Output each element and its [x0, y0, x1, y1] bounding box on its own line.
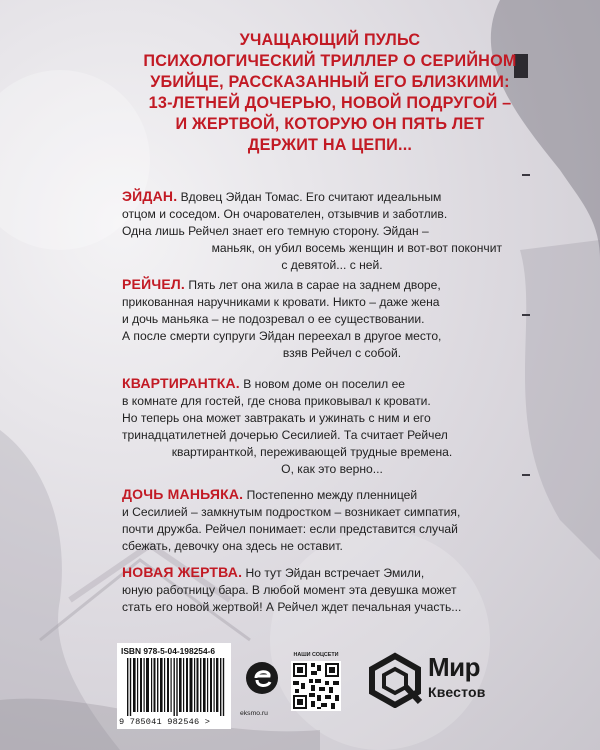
section-line: квартиранткой, переживающей трудные времена. [171, 445, 453, 459]
barcode [117, 643, 231, 729]
isbn: ISBN 978-5-04-198254-6 [121, 646, 216, 656]
section-rachel [122, 276, 502, 362]
section-daughter [122, 486, 502, 555]
section-line: А после смерти супруги Эйдан переехал в другое место, [122, 329, 442, 343]
section-line: юную работницу бара. В любой момент эта девушка может [122, 583, 457, 597]
tagline [100, 30, 560, 156]
section-keyword: НОВАЯ ЖЕРТВА. [122, 564, 243, 580]
section-line: сбежать, девочку она здесь не оставит. [122, 539, 343, 553]
tagline-line: ДЕРЖИТ НА ЦЕПИ... [247, 136, 413, 154]
section-keyword: КВАРТИРАНТКА. [122, 375, 240, 391]
section-line: с девятой... с ней. [281, 258, 383, 272]
section-aidan [122, 188, 502, 274]
section-keyword: ДОЧЬ МАНЬЯКА. [122, 486, 244, 502]
brand-emblem-icon [366, 652, 424, 708]
section-line: стать его новой жертвой! А Рейчел ждет печальная участь... [122, 600, 462, 614]
section-line: тринадцатилетней дочерью Сесилией. Та считает Рейчел [122, 428, 448, 442]
section-line: взяв Рейчел с собой. [282, 346, 402, 360]
section-keyword: ЭЙДАН. [122, 188, 178, 204]
brand-name-line1: Мир [428, 652, 481, 682]
tagline-line: УБИЙЦЕ, РАССКАЗАННЫЙ ЕГО БЛИЗКИМИ: [150, 73, 510, 91]
section-new-victim [122, 564, 502, 616]
section-lodger [122, 375, 502, 478]
tagline-line: И ЖЕРТВОЙ, КОТОРУЮ ОН ПЯТЬ ЛЕТ [175, 115, 485, 133]
brand-logo [366, 650, 492, 710]
section-first-line: Постепенно между пленницей [243, 488, 418, 502]
section-line: почти дружба. Рейчел понимает: если представится случай [122, 522, 458, 536]
section-first-line: Вдовец Эйдан Томас. Его считают идеальным [177, 190, 442, 204]
eksmo-logo [244, 650, 280, 710]
section-first-line: В новом доме он поселил ее [239, 377, 406, 391]
publisher-url: eksmo.ru [240, 710, 268, 717]
section-line: и дочь маньяка – не подозревал о ее существовании. [122, 312, 425, 326]
section-line: Но теперь она может завтракать и ужинать с ним и его [122, 411, 431, 425]
section-first-line: Пять лет она жила в сарае на заднем дворе, [185, 278, 441, 292]
qr-code-icon [291, 661, 341, 711]
section-line: и Сесилией – замкнутым подростком – возникает симпатия, [122, 505, 461, 519]
section-line: отцом и соседом. Он очарователен, отзывчив и заботлив. [122, 207, 448, 221]
section-line: маньяк, он убил восемь женщин и вот-вот покончит [211, 241, 502, 255]
brand-name-line2: Квестов [428, 684, 486, 700]
social-qr [289, 652, 343, 728]
social-label: НАШИ СОЦСЕТИ [293, 652, 339, 658]
section-line: в комнате для гостей, где снова приковывал к кровати. [122, 394, 431, 408]
barcode-bars [127, 658, 225, 716]
tagline-line: ПСИХОЛОГИЧЕСКИЙ ТРИЛЛЕР О СЕРИЙНОМ [143, 52, 517, 70]
tagline-line: 13-ЛЕТНЕЙ ДОЧЕРЬЮ, НОВОЙ ПОДРУГОЙ – [148, 94, 512, 112]
section-line: прикованная наручниками к кровати. Никто – даже жена [122, 295, 440, 309]
barcode-number: 9 785041 982546 > [119, 717, 211, 727]
tagline-line: УЧАЩАЮЩИЙ ПУЛЬС [239, 31, 421, 49]
section-keyword: РЕЙЧЕЛ. [122, 276, 186, 292]
section-first-line: Но тут Эйдан встречает Эмили, [242, 566, 425, 580]
section-line: Одна лишь Рейчел знает его темную сторону. Эйдан – [122, 224, 429, 238]
section-line: О, как это верно... [281, 462, 383, 476]
